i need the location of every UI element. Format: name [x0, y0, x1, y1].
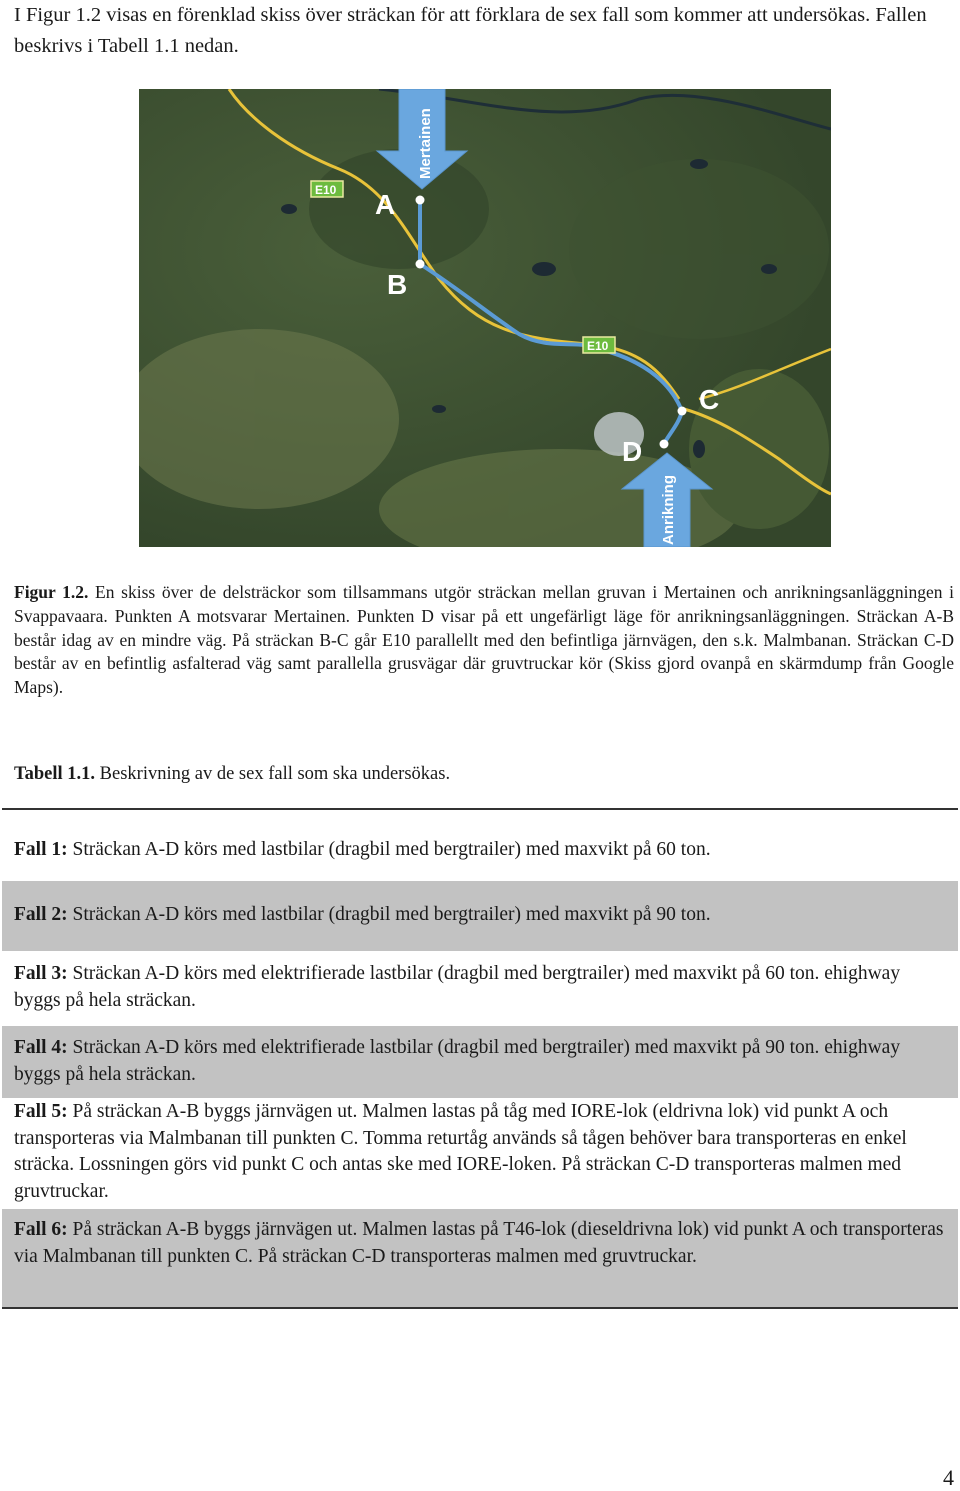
table-bottom-rule: [2, 1307, 958, 1309]
table-row-fall-2: [2, 881, 958, 951]
intro-paragraph: I Figur 1.2 visas en förenklad skiss över sträckan för att förklara de sex fall som kommer att undersökas. Fallen beskrivs i Tabell 1.1 nedan.: [14, 4, 927, 57]
table-row-fall-6: [2, 1209, 958, 1307]
table-row-fall-1: [2, 837, 958, 864]
fall-label: Fall 2:: [14, 904, 68, 925]
table-top-rule: [2, 808, 958, 810]
fall-text: På sträckan A-B byggs järnvägen ut. Malmen lastas på T46-lok (dieseldrivna lok) vid punkt A och transporteras via Malmbanan till punkten C. På sträckan C-D transporteras malmen med gruvtruckar.: [14, 1219, 944, 1267]
fall-text: Sträckan A-D körs med lastbilar (dragbil med bergtrailer) med maxvikt på 60 ton.: [67, 839, 711, 860]
fall-label: Fall 1:: [14, 839, 68, 860]
table-row-fall-3: [2, 961, 958, 1014]
fall-label: Fall 6:: [14, 1219, 68, 1240]
fall-text: På sträckan A-B byggs järnvägen ut. Malmen lastas på tåg med IORE-lok (eldrivna lok) vid punkt A och transporteras via Malmbanan till punkten C. Tomma returtåg används så tågen behöver bara transporteras en enkel sträcka. Lossningen görs vid punkt C och antas ske med IORE-loken. På sträckan C-D transporteras malmen med gruvtruckar.: [14, 1101, 907, 1202]
point-c-marker: [678, 407, 687, 416]
road-sign-e10-upper-label: E10: [315, 183, 337, 197]
arrow-mertainen-label: Mertainen: [417, 108, 434, 179]
fall-text: Sträckan A-D körs med lastbilar (dragbil med bergtrailer) med maxvikt på 90 ton.: [67, 904, 711, 925]
road-sign-e10-lower: [583, 337, 615, 353]
page-number: 4: [943, 1465, 954, 1490]
fall-text: Sträckan A-D körs med elektrifierade lastbilar (dragbil med bergtrailer) med maxvikt på 90 ton. ehighway byggs på hela sträckan.: [14, 1037, 901, 1085]
table-title: [14, 764, 450, 785]
arrow-anrikning-label: Anrikning: [660, 475, 677, 545]
route-map: [139, 89, 831, 547]
label-d: D: [622, 436, 643, 467]
table-title-label: Tabell 1.1.: [14, 764, 96, 784]
figure-caption: [14, 581, 954, 700]
point-d-marker: [660, 440, 669, 449]
figure-caption-label: Figur 1.2.: [14, 582, 89, 602]
fall-label: Fall 5:: [14, 1101, 68, 1122]
label-c: C: [699, 384, 720, 415]
figure-caption-text: En skiss över de delsträckor som tillsammans utgör sträckan mellan gruvan i Mertainen och anrikningsanläggningen i Svappavaara. Punkten A motsvarar Mertainen. Punkten D visar på ett ungefärligt läge för anrikningsanläggningen. Sträckan A-B består idag av en mindre väg. På sträckan B-C går E10 parallellt med den befintliga järnvägen, den s.k. Malmbanan. Sträckan C-D består av en befintlig asfalterad väg samt parallella grusvägar där gruvtruckar kör (Skiss gjord ovanpå en skärmdump från Google Maps).: [14, 582, 954, 698]
table-title-text: Beskrivning av de sex fall som ska undersökas.: [95, 764, 451, 784]
point-b-marker: [416, 260, 425, 269]
table-row-fall-5: [2, 1099, 958, 1205]
label-a: A: [375, 189, 396, 220]
fall-label: Fall 3:: [14, 963, 68, 984]
label-b: B: [387, 269, 408, 300]
road-sign-e10-lower-label: E10: [587, 339, 609, 353]
point-a-marker: [416, 196, 425, 205]
fall-label: Fall 4:: [14, 1037, 68, 1058]
fall-text: Sträckan A-D körs med elektrifierade lastbilar (dragbil med bergtrailer) med maxvikt på 60 ton. ehighway byggs på hela sträckan.: [14, 963, 901, 1011]
table-row-fall-4: [2, 1026, 958, 1098]
road-sign-e10-upper: [311, 181, 343, 197]
